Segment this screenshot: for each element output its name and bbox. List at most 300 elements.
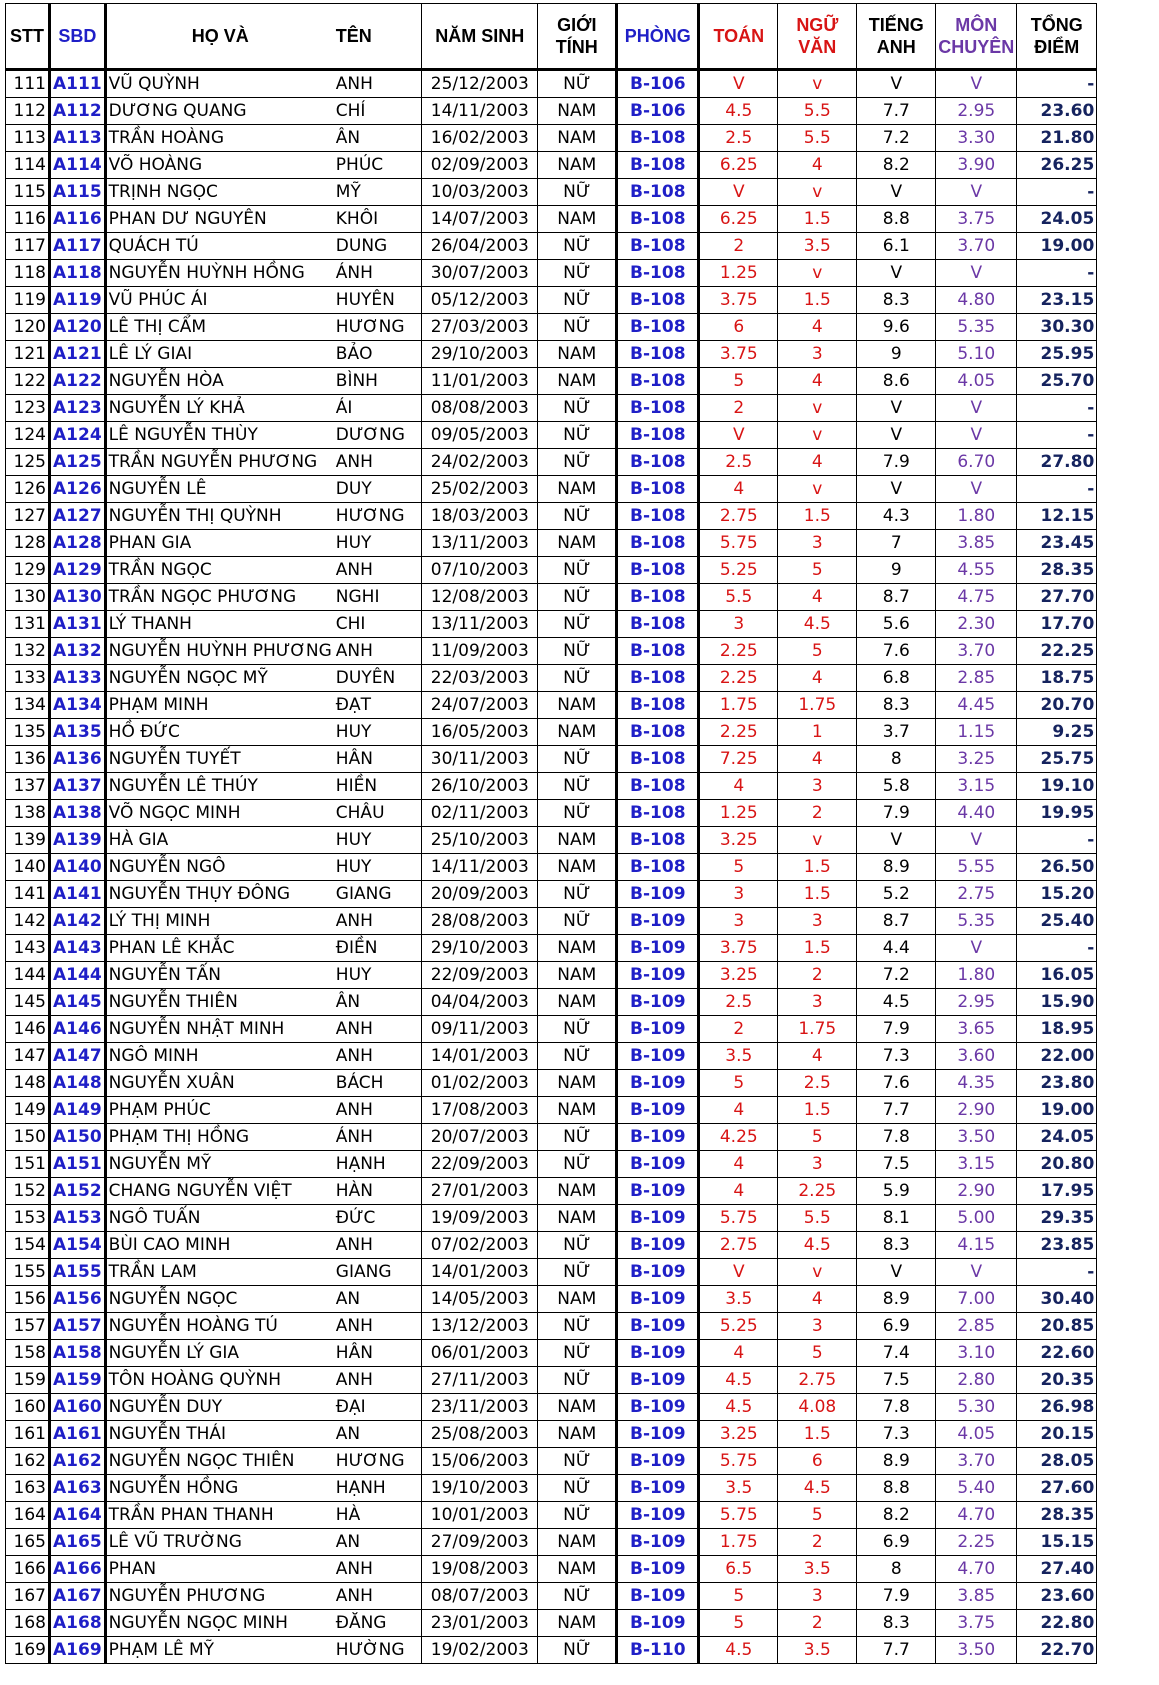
tong-diem-cell: 15.15: [1017, 1529, 1097, 1556]
tieng-anh-cell: V: [857, 1259, 936, 1286]
tong-diem-cell: -: [1017, 179, 1097, 206]
tieng-anh-cell: 7.5: [857, 1151, 936, 1178]
ten-cell: AN: [334, 1421, 422, 1448]
table-row: [6, 746, 1097, 773]
stt-cell: 145: [6, 989, 50, 1016]
mon-chuyen-cell: 3.50: [936, 1637, 1017, 1664]
ho-va-cell: TRẦN HOÀNG: [105, 125, 334, 152]
sbd-cell: A147: [50, 1043, 106, 1070]
ten-cell: HẠNH: [334, 1151, 422, 1178]
sbd-cell: A134: [50, 692, 106, 719]
ten-cell: ÂN: [334, 125, 422, 152]
phong-cell: B-109: [617, 1016, 699, 1043]
gioi-tinh-cell: NỮ: [538, 70, 617, 98]
toan-cell: 1.75: [699, 1529, 778, 1556]
gioi-tinh-cell: NỮ: [538, 314, 617, 341]
ngu-van-cell: v: [778, 422, 857, 449]
tong-diem-cell: 19.10: [1017, 773, 1097, 800]
ho-va-cell: NGUYỄN PHƯƠNG: [105, 1583, 334, 1610]
ngu-van-cell: 5.5: [778, 125, 857, 152]
ngu-van-cell: 1.5: [778, 881, 857, 908]
toan-cell: 3.5: [699, 1475, 778, 1502]
table-row: [6, 881, 1097, 908]
nam-sinh-cell: 07/10/2003: [422, 557, 538, 584]
ten-cell: ANH: [334, 1313, 422, 1340]
ho-va-cell: PHAN: [105, 1556, 334, 1583]
ho-va-cell: PHAN GIA: [105, 530, 334, 557]
stt-cell: 113: [6, 125, 50, 152]
ten-cell: ANH: [334, 908, 422, 935]
nam-sinh-cell: 14/01/2003: [422, 1259, 538, 1286]
phong-cell: B-109: [617, 1313, 699, 1340]
table-row: [6, 1205, 1097, 1232]
sbd-cell: A130: [50, 584, 106, 611]
stt-cell: 143: [6, 935, 50, 962]
ho-va-cell: PHẠM LÊ MỸ: [105, 1637, 334, 1664]
tong-diem-cell: 23.60: [1017, 98, 1097, 125]
nam-sinh-cell: 11/01/2003: [422, 368, 538, 395]
ngu-van-cell: 4: [778, 1286, 857, 1313]
gioi-tinh-cell: NAM: [538, 1178, 617, 1205]
stt-cell: 148: [6, 1070, 50, 1097]
mon-chuyen-cell: V: [936, 70, 1017, 98]
tong-diem-cell: 24.05: [1017, 206, 1097, 233]
sbd-cell: A113: [50, 125, 106, 152]
mon-chuyen-cell: V: [936, 935, 1017, 962]
tong-diem-cell: 19.00: [1017, 233, 1097, 260]
table-row: [6, 854, 1097, 881]
phong-cell: B-109: [617, 1367, 699, 1394]
table-row: [6, 1043, 1097, 1070]
nam-sinh-cell: 19/08/2003: [422, 1556, 538, 1583]
toan-cell: V: [699, 179, 778, 206]
sbd-cell: A153: [50, 1205, 106, 1232]
ten-cell: ANH: [334, 1556, 422, 1583]
toan-cell: 1.25: [699, 260, 778, 287]
nam-sinh-cell: 27/03/2003: [422, 314, 538, 341]
toan-cell: 5: [699, 1583, 778, 1610]
stt-cell: 121: [6, 341, 50, 368]
sbd-cell: A161: [50, 1421, 106, 1448]
table-row: [6, 719, 1097, 746]
toan-cell: 2.75: [699, 503, 778, 530]
sbd-cell: A157: [50, 1313, 106, 1340]
ten-cell: HƯỜNG: [334, 1637, 422, 1664]
mon-chuyen-cell: 3.10: [936, 1340, 1017, 1367]
ten-cell: HƯƠNG: [334, 503, 422, 530]
stt-cell: 147: [6, 1043, 50, 1070]
sbd-cell: A115: [50, 179, 106, 206]
mon-chuyen-cell: 5.40: [936, 1475, 1017, 1502]
phong-cell: B-109: [617, 1502, 699, 1529]
ho-va-cell: NGUYỄN HUỲNH HỒNG: [105, 260, 334, 287]
table-row: [6, 260, 1097, 287]
sbd-cell: A149: [50, 1097, 106, 1124]
ngu-van-cell: 1.75: [778, 1016, 857, 1043]
gioi-tinh-cell: NỮ: [538, 1043, 617, 1070]
table-row: [6, 692, 1097, 719]
phong-cell: B-108: [617, 449, 699, 476]
ho-va-cell: NGUYỄN THÁI: [105, 1421, 334, 1448]
sbd-cell: A117: [50, 233, 106, 260]
stt-cell: 126: [6, 476, 50, 503]
ngu-van-cell: 5: [778, 638, 857, 665]
header-nam-sinh: NĂM SINH: [422, 4, 538, 70]
sbd-cell: A142: [50, 908, 106, 935]
toan-cell: V: [699, 422, 778, 449]
nam-sinh-cell: 22/03/2003: [422, 665, 538, 692]
stt-cell: 162: [6, 1448, 50, 1475]
nam-sinh-cell: 19/10/2003: [422, 1475, 538, 1502]
ngu-van-cell: 2: [778, 1529, 857, 1556]
toan-cell: 2.5: [699, 125, 778, 152]
mon-chuyen-cell: 2.80: [936, 1367, 1017, 1394]
ho-va-cell: NGUYỄN XUÂN: [105, 1070, 334, 1097]
tong-diem-cell: 18.75: [1017, 665, 1097, 692]
table-row: [6, 206, 1097, 233]
gioi-tinh-cell: NAM: [538, 368, 617, 395]
gioi-tinh-cell: NỮ: [538, 1313, 617, 1340]
table-row: [6, 395, 1097, 422]
ten-cell: PHÚC: [334, 152, 422, 179]
phong-cell: B-109: [617, 1556, 699, 1583]
stt-cell: 123: [6, 395, 50, 422]
gioi-tinh-cell: NỮ: [538, 179, 617, 206]
ten-cell: HÀN: [334, 1178, 422, 1205]
phong-cell: B-108: [617, 260, 699, 287]
tong-diem-cell: 17.70: [1017, 611, 1097, 638]
phong-cell: B-110: [617, 1637, 699, 1664]
table-row: [6, 1556, 1097, 1583]
mon-chuyen-cell: 3.75: [936, 1610, 1017, 1637]
ho-va-cell: LÊ THỊ CẨM: [105, 314, 334, 341]
table-row: [6, 233, 1097, 260]
sbd-cell: A144: [50, 962, 106, 989]
gioi-tinh-cell: NAM: [538, 1097, 617, 1124]
nam-sinh-cell: 14/11/2003: [422, 98, 538, 125]
ho-va-cell: LÊ NGUYỄN THÙY: [105, 422, 334, 449]
tong-diem-cell: 18.95: [1017, 1016, 1097, 1043]
toan-cell: 6: [699, 314, 778, 341]
ngu-van-cell: 4: [778, 584, 857, 611]
table-row: [6, 611, 1097, 638]
stt-cell: 140: [6, 854, 50, 881]
tieng-anh-cell: 8.3: [857, 1610, 936, 1637]
gioi-tinh-cell: NAM: [538, 1610, 617, 1637]
ngu-van-cell: 3.5: [778, 1556, 857, 1583]
phong-cell: B-109: [617, 1475, 699, 1502]
ten-cell: HÂN: [334, 746, 422, 773]
nam-sinh-cell: 14/11/2003: [422, 854, 538, 881]
ten-cell: GIANG: [334, 1259, 422, 1286]
table-row: [6, 989, 1097, 1016]
ngu-van-cell: 1.5: [778, 1097, 857, 1124]
gioi-tinh-cell: NAM: [538, 1394, 617, 1421]
stt-cell: 138: [6, 800, 50, 827]
ho-va-cell: NGUYỄN HUỲNH PHƯƠNG: [105, 638, 334, 665]
tieng-anh-cell: 8.8: [857, 1475, 936, 1502]
toan-cell: 3.5: [699, 1286, 778, 1313]
gioi-tinh-cell: NỮ: [538, 422, 617, 449]
ngu-van-cell: v: [778, 476, 857, 503]
ten-cell: BÁCH: [334, 1070, 422, 1097]
gioi-tinh-cell: NAM: [538, 152, 617, 179]
ten-cell: ANH: [334, 1583, 422, 1610]
nam-sinh-cell: 02/09/2003: [422, 152, 538, 179]
toan-cell: 3.25: [699, 962, 778, 989]
sbd-cell: A122: [50, 368, 106, 395]
ten-cell: HUY: [334, 719, 422, 746]
tieng-anh-cell: 6.1: [857, 233, 936, 260]
ten-cell: BẢO: [334, 341, 422, 368]
ngu-van-cell: 3.5: [778, 1637, 857, 1664]
ngu-van-cell: 5.5: [778, 1205, 857, 1232]
table-row: [6, 1394, 1097, 1421]
table-body: [6, 70, 1097, 1664]
table-row: [6, 935, 1097, 962]
ten-cell: HƯƠNG: [334, 314, 422, 341]
mon-chuyen-cell: 4.05: [936, 1421, 1017, 1448]
ten-cell: HUY: [334, 530, 422, 557]
sbd-cell: A158: [50, 1340, 106, 1367]
ten-cell: ĐĂNG: [334, 1610, 422, 1637]
nam-sinh-cell: 26/04/2003: [422, 233, 538, 260]
nam-sinh-cell: 13/12/2003: [422, 1313, 538, 1340]
table-row: [6, 1421, 1097, 1448]
tong-diem-cell: -: [1017, 476, 1097, 503]
table-row: [6, 152, 1097, 179]
tieng-anh-cell: 8.2: [857, 1502, 936, 1529]
ho-va-cell: NGUYỄN NGÔ: [105, 854, 334, 881]
toan-cell: 2.25: [699, 665, 778, 692]
tong-diem-cell: 23.15: [1017, 287, 1097, 314]
gioi-tinh-cell: NỮ: [538, 800, 617, 827]
gioi-tinh-cell: NAM: [538, 341, 617, 368]
phong-cell: B-108: [617, 746, 699, 773]
ngu-van-cell: 3: [778, 1313, 857, 1340]
gioi-tinh-cell: NAM: [538, 98, 617, 125]
tong-diem-cell: 27.40: [1017, 1556, 1097, 1583]
mon-chuyen-cell: 4.15: [936, 1232, 1017, 1259]
toan-cell: 6.25: [699, 152, 778, 179]
stt-cell: 133: [6, 665, 50, 692]
sbd-cell: A133: [50, 665, 106, 692]
ngu-van-cell: 1.5: [778, 503, 857, 530]
ngu-van-cell: 5.5: [778, 98, 857, 125]
nam-sinh-cell: 13/11/2003: [422, 530, 538, 557]
nam-sinh-cell: 14/07/2003: [422, 206, 538, 233]
mon-chuyen-cell: 4.80: [936, 287, 1017, 314]
toan-cell: 2.75: [699, 1232, 778, 1259]
sbd-cell: A124: [50, 422, 106, 449]
sbd-cell: A120: [50, 314, 106, 341]
phong-cell: B-109: [617, 1340, 699, 1367]
phong-cell: B-109: [617, 989, 699, 1016]
sbd-cell: A123: [50, 395, 106, 422]
sbd-cell: A169: [50, 1637, 106, 1664]
stt-cell: 115: [6, 179, 50, 206]
tong-diem-cell: 25.75: [1017, 746, 1097, 773]
ngu-van-cell: 3: [778, 989, 857, 1016]
gioi-tinh-cell: NAM: [538, 1421, 617, 1448]
toan-cell: 3.25: [699, 827, 778, 854]
header-tong-diem: TỔNG ĐIỂM: [1017, 4, 1097, 70]
toan-cell: 4: [699, 1151, 778, 1178]
stt-cell: 118: [6, 260, 50, 287]
toan-cell: 4: [699, 1097, 778, 1124]
toan-cell: 4: [699, 773, 778, 800]
table-row: [6, 1151, 1097, 1178]
phong-cell: B-108: [617, 638, 699, 665]
ngu-van-cell: 2.75: [778, 1367, 857, 1394]
ho-va-cell: PHAN LÊ KHẮC: [105, 935, 334, 962]
mon-chuyen-cell: 4.70: [936, 1502, 1017, 1529]
ho-va-cell: VÕ NGỌC MINH: [105, 800, 334, 827]
tieng-anh-cell: 9.6: [857, 314, 936, 341]
nam-sinh-cell: 25/10/2003: [422, 827, 538, 854]
mon-chuyen-cell: 2.95: [936, 989, 1017, 1016]
ho-va-cell: NGUYỄN LÝ KHẢ: [105, 395, 334, 422]
mon-chuyen-cell: V: [936, 179, 1017, 206]
nam-sinh-cell: 25/12/2003: [422, 70, 538, 98]
table-row: [6, 962, 1097, 989]
mon-chuyen-cell: 4.55: [936, 557, 1017, 584]
tong-diem-cell: 22.00: [1017, 1043, 1097, 1070]
phong-cell: B-108: [617, 530, 699, 557]
ten-cell: ANH: [334, 1043, 422, 1070]
table-row: [6, 800, 1097, 827]
ngu-van-cell: 2.25: [778, 1178, 857, 1205]
header-ten: TÊN: [334, 4, 422, 70]
header-phong: PHÒNG: [617, 4, 699, 70]
toan-cell: 4.25: [699, 1124, 778, 1151]
ngu-van-cell: 5: [778, 1124, 857, 1151]
tong-diem-cell: 26.25: [1017, 152, 1097, 179]
stt-cell: 151: [6, 1151, 50, 1178]
ngu-van-cell: 4: [778, 1043, 857, 1070]
phong-cell: B-109: [617, 1286, 699, 1313]
tong-diem-cell: 22.60: [1017, 1340, 1097, 1367]
tieng-anh-cell: 8.2: [857, 152, 936, 179]
phong-cell: B-108: [617, 827, 699, 854]
table-row: [6, 1367, 1097, 1394]
ngu-van-cell: 4: [778, 449, 857, 476]
stt-cell: 149: [6, 1097, 50, 1124]
gioi-tinh-cell: NỮ: [538, 1637, 617, 1664]
ho-va-cell: NGUYỄN NGỌC: [105, 1286, 334, 1313]
phong-cell: B-108: [617, 773, 699, 800]
table-row: [6, 125, 1097, 152]
gioi-tinh-cell: NỮ: [538, 1232, 617, 1259]
mon-chuyen-cell: 5.35: [936, 908, 1017, 935]
tieng-anh-cell: V: [857, 476, 936, 503]
stt-cell: 163: [6, 1475, 50, 1502]
ten-cell: ANH: [334, 557, 422, 584]
mon-chuyen-cell: 2.90: [936, 1097, 1017, 1124]
ten-cell: ĐẠI: [334, 1394, 422, 1421]
gioi-tinh-cell: NỮ: [538, 287, 617, 314]
phong-cell: B-108: [617, 368, 699, 395]
stt-cell: 117: [6, 233, 50, 260]
toan-cell: 2: [699, 395, 778, 422]
nam-sinh-cell: 14/01/2003: [422, 1043, 538, 1070]
toan-cell: 3.75: [699, 287, 778, 314]
stt-cell: 160: [6, 1394, 50, 1421]
ngu-van-cell: 5: [778, 557, 857, 584]
table-row: [6, 908, 1097, 935]
ho-va-cell: PHẠM PHÚC: [105, 1097, 334, 1124]
mon-chuyen-cell: V: [936, 422, 1017, 449]
gioi-tinh-cell: NỮ: [538, 449, 617, 476]
tieng-anh-cell: 5.8: [857, 773, 936, 800]
ten-cell: CHÍ: [334, 98, 422, 125]
table-row: [6, 1097, 1097, 1124]
ho-va-cell: TRẦN NGỌC PHƯƠNG: [105, 584, 334, 611]
nam-sinh-cell: 22/09/2003: [422, 962, 538, 989]
toan-cell: 4.5: [699, 1367, 778, 1394]
sbd-cell: A129: [50, 557, 106, 584]
toan-cell: 5.25: [699, 1313, 778, 1340]
nam-sinh-cell: 13/11/2003: [422, 611, 538, 638]
phong-cell: B-108: [617, 611, 699, 638]
ten-cell: DƯƠNG: [334, 422, 422, 449]
ho-va-cell: NGÔ TUẤN: [105, 1205, 334, 1232]
stt-cell: 166: [6, 1556, 50, 1583]
stt-cell: 135: [6, 719, 50, 746]
score-table: [5, 3, 1097, 1664]
tong-diem-cell: 23.85: [1017, 1232, 1097, 1259]
ten-cell: CHI: [334, 611, 422, 638]
toan-cell: 5.25: [699, 557, 778, 584]
ngu-van-cell: 3: [778, 908, 857, 935]
mon-chuyen-cell: 1.15: [936, 719, 1017, 746]
ten-cell: ANH: [334, 1016, 422, 1043]
phong-cell: B-109: [617, 1097, 699, 1124]
header-tieng-anh: TIẾNG ANH: [857, 4, 936, 70]
nam-sinh-cell: 12/08/2003: [422, 584, 538, 611]
ho-va-cell: TÔN HOÀNG QUỲNH: [105, 1367, 334, 1394]
toan-cell: 5.75: [699, 1448, 778, 1475]
phong-cell: B-108: [617, 503, 699, 530]
ho-va-cell: CHANG NGUYỄN VIỆT: [105, 1178, 334, 1205]
tong-diem-cell: 20.15: [1017, 1421, 1097, 1448]
stt-cell: 142: [6, 908, 50, 935]
tieng-anh-cell: 5.9: [857, 1178, 936, 1205]
tong-diem-cell: -: [1017, 827, 1097, 854]
phong-cell: B-109: [617, 1205, 699, 1232]
phong-cell: B-108: [617, 800, 699, 827]
tong-diem-cell: 20.85: [1017, 1313, 1097, 1340]
tieng-anh-cell: 8.7: [857, 908, 936, 935]
tong-diem-cell: 21.80: [1017, 125, 1097, 152]
ten-cell: HÀ: [334, 1502, 422, 1529]
tong-diem-cell: 23.80: [1017, 1070, 1097, 1097]
ho-va-cell: NGUYỄN HỒNG: [105, 1475, 334, 1502]
tong-diem-cell: 22.70: [1017, 1637, 1097, 1664]
stt-cell: 116: [6, 206, 50, 233]
table-row: [6, 1529, 1097, 1556]
ngu-van-cell: 1: [778, 719, 857, 746]
header-mon-chuyen: MÔN CHUYÊN: [936, 4, 1017, 70]
stt-cell: 158: [6, 1340, 50, 1367]
sbd-cell: A112: [50, 98, 106, 125]
ngu-van-cell: 4.08: [778, 1394, 857, 1421]
phong-cell: B-109: [617, 1610, 699, 1637]
ten-cell: ANH: [334, 638, 422, 665]
table-row: [6, 665, 1097, 692]
nam-sinh-cell: 26/10/2003: [422, 773, 538, 800]
stt-cell: 131: [6, 611, 50, 638]
